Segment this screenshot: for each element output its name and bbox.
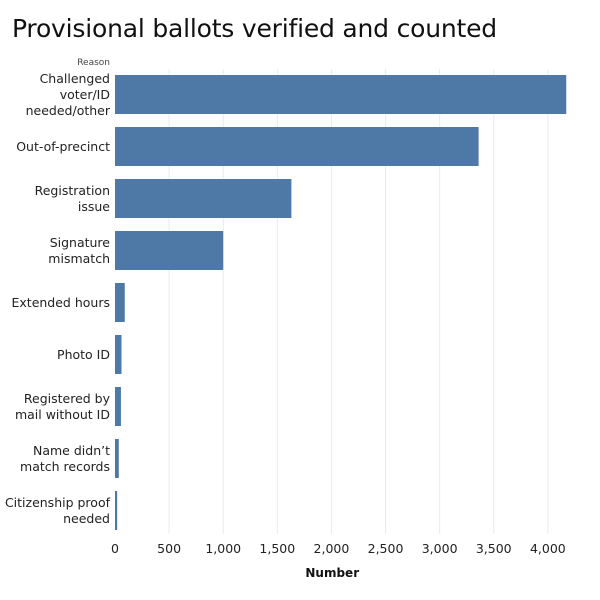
category-label-line: Name didn’t	[33, 443, 110, 458]
x-tick-label-7: 3,500	[475, 541, 512, 556]
x-tick-label-0: 0	[111, 541, 119, 556]
category-label-8	[5, 495, 111, 526]
bar-8	[115, 491, 117, 530]
bar-1	[115, 127, 479, 166]
category-label-line: voter/ID	[59, 87, 110, 102]
category-label-line: issue	[77, 199, 110, 214]
category-label-line: match records	[20, 459, 110, 474]
bar-2	[115, 179, 291, 218]
x-axis-title: Number	[305, 566, 360, 580]
x-tick-label-3: 1,500	[259, 541, 296, 556]
category-label-3	[48, 235, 110, 266]
category-label-line: needed/other	[25, 103, 110, 118]
x-tick-label-5: 2,500	[367, 541, 404, 556]
category-label-5	[57, 347, 110, 362]
category-label-2	[35, 183, 111, 214]
chart-title: Provisional ballots verified and counted	[12, 14, 497, 43]
category-label-line: needed	[63, 511, 110, 526]
category-label-7	[20, 443, 110, 474]
x-tick-label-8: 4,000	[529, 541, 566, 556]
category-label-line: Out-of-precinct	[16, 139, 110, 154]
category-label-line: Citizenship proof	[4, 495, 110, 510]
bar-6	[115, 387, 121, 426]
bar-4	[115, 283, 125, 322]
x-tick-label-1: 500	[157, 541, 182, 556]
category-label-line: Photo ID	[57, 347, 110, 362]
category-label-6	[15, 391, 111, 422]
category-label-line: Signature	[49, 235, 110, 250]
bar-5	[115, 335, 121, 374]
category-label-4	[12, 295, 111, 310]
category-label-line: Challenged	[39, 71, 110, 86]
x-tick-label-2: 1,000	[205, 541, 242, 556]
bar-7	[115, 439, 119, 478]
category-label-0	[26, 71, 111, 118]
dimension-header: Reason	[77, 58, 110, 68]
x-tick-label-4: 2,000	[313, 541, 350, 556]
category-label-line: mismatch	[48, 251, 110, 266]
bar-0	[115, 75, 566, 114]
category-label-line: Registration	[34, 183, 110, 198]
category-label-line: Registered by	[23, 391, 110, 406]
category-label-1	[16, 139, 110, 154]
category-label-line: Extended hours	[11, 295, 110, 310]
category-label-line: mail without ID	[14, 407, 110, 422]
bar-3	[115, 231, 223, 270]
x-tick-label-6: 3,000	[421, 541, 458, 556]
